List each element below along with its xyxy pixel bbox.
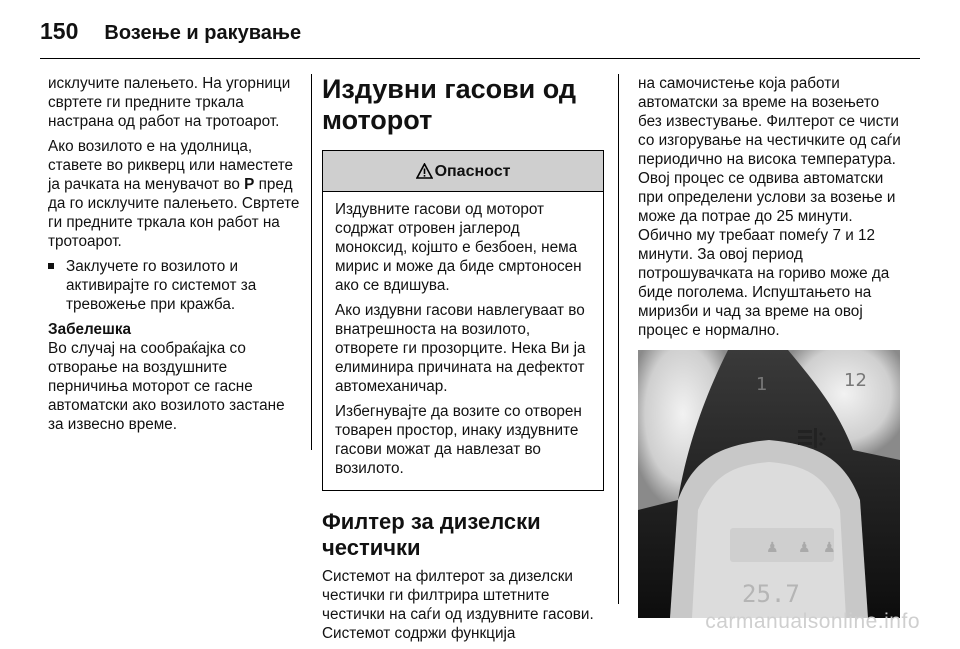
page-number: 150: [40, 18, 79, 44]
danger-box: [322, 150, 604, 491]
column-2: [322, 74, 604, 649]
gauge-left-number: 1: [756, 374, 768, 395]
display-value: 25.7: [742, 580, 800, 608]
danger-title: Опасност: [434, 162, 511, 180]
danger-body: [323, 192, 603, 490]
watermark: carmanualsonline.info: [705, 610, 920, 633]
seatbelt-icon: ♟: [766, 540, 779, 556]
column-3: [638, 74, 904, 618]
danger-paragraph: Ако издувни гасови навлегуваат во внатрешноста на возилото, отворете ги прозорците. Нека Ви ја елиминира причината на дефектот автомеханичар.: [335, 302, 586, 395]
column-divider-1: [311, 74, 312, 450]
paragraph: исклучите палењето. На угорници свртете ги предните тркала настрана од работ на тротоарот.: [48, 75, 291, 130]
instrument-cluster-photo: [638, 350, 900, 618]
display-icon-row: [730, 528, 834, 562]
danger-header: [323, 151, 603, 192]
section-heading: Издувни гасови од моторот: [322, 74, 577, 135]
note-text: Во случај на сообраќајка со отворање на воздушните перничиња моторот се гасне автоматски ако возилото застане за извесно време.: [48, 340, 285, 433]
paragraph: Ако возилото е на удолница, ставете во рикверц или наместете ја рачката на менувачот во P пред да го исклучите палењето. Свртете ги предните тркала кон работ на тротоарот.: [48, 138, 300, 250]
instrument-cluster-illustration: [638, 350, 900, 618]
gauge-right-number: 12: [844, 370, 867, 391]
column-divider-2: [618, 74, 619, 604]
column-1: [48, 74, 300, 440]
danger-paragraph: Издувните гасови од моторот содржат отровен јаглерод моноксид, којшто е безбоен, нема мирис и може да биде смртоносен ако се вдишува.: [335, 201, 582, 294]
note-heading: Забелешка: [48, 321, 131, 338]
paragraph: Системот на филтерот за дизелски честички ги филтрира штетните честички на саѓи од издувните гасови. Системот содржи функција: [322, 568, 594, 642]
gear-position-p: P: [244, 176, 255, 193]
danger-paragraph: Избегнувајте да возите со отворен товарен простор, инаку издувните гасови можат да навлезат во возилото.: [335, 403, 582, 477]
seatbelt-icon: ♟: [798, 540, 811, 556]
subsection-heading: Филтер за дизелски честички: [322, 509, 541, 560]
header-rule: [40, 58, 920, 59]
bullet-square-icon: [48, 263, 54, 269]
seatbelt-icon: ♟: [823, 540, 836, 556]
page-header: [40, 18, 301, 54]
paragraph: на самочистење која работи автоматски за време на возењето без известување. Филтерот се чисти со изгорување на честичките од саѓи периодично на висока температура. Овој процес се одвива автоматски при определени услови за возење и може да потрае до 25 минути. Обично му требаат помеѓу 7 и 12 минути. За овој период потрошувачката на гориво може да биде поголема. Испуштањето на миризби и чад за време на овој процес е нормално.: [638, 75, 901, 339]
warning-triangle-icon: [416, 163, 433, 179]
running-title: Возење и ракување: [104, 22, 302, 44]
bullet-item: Заклучете го возилото и активирајте го системот за тревожење при кражба.: [48, 257, 300, 314]
